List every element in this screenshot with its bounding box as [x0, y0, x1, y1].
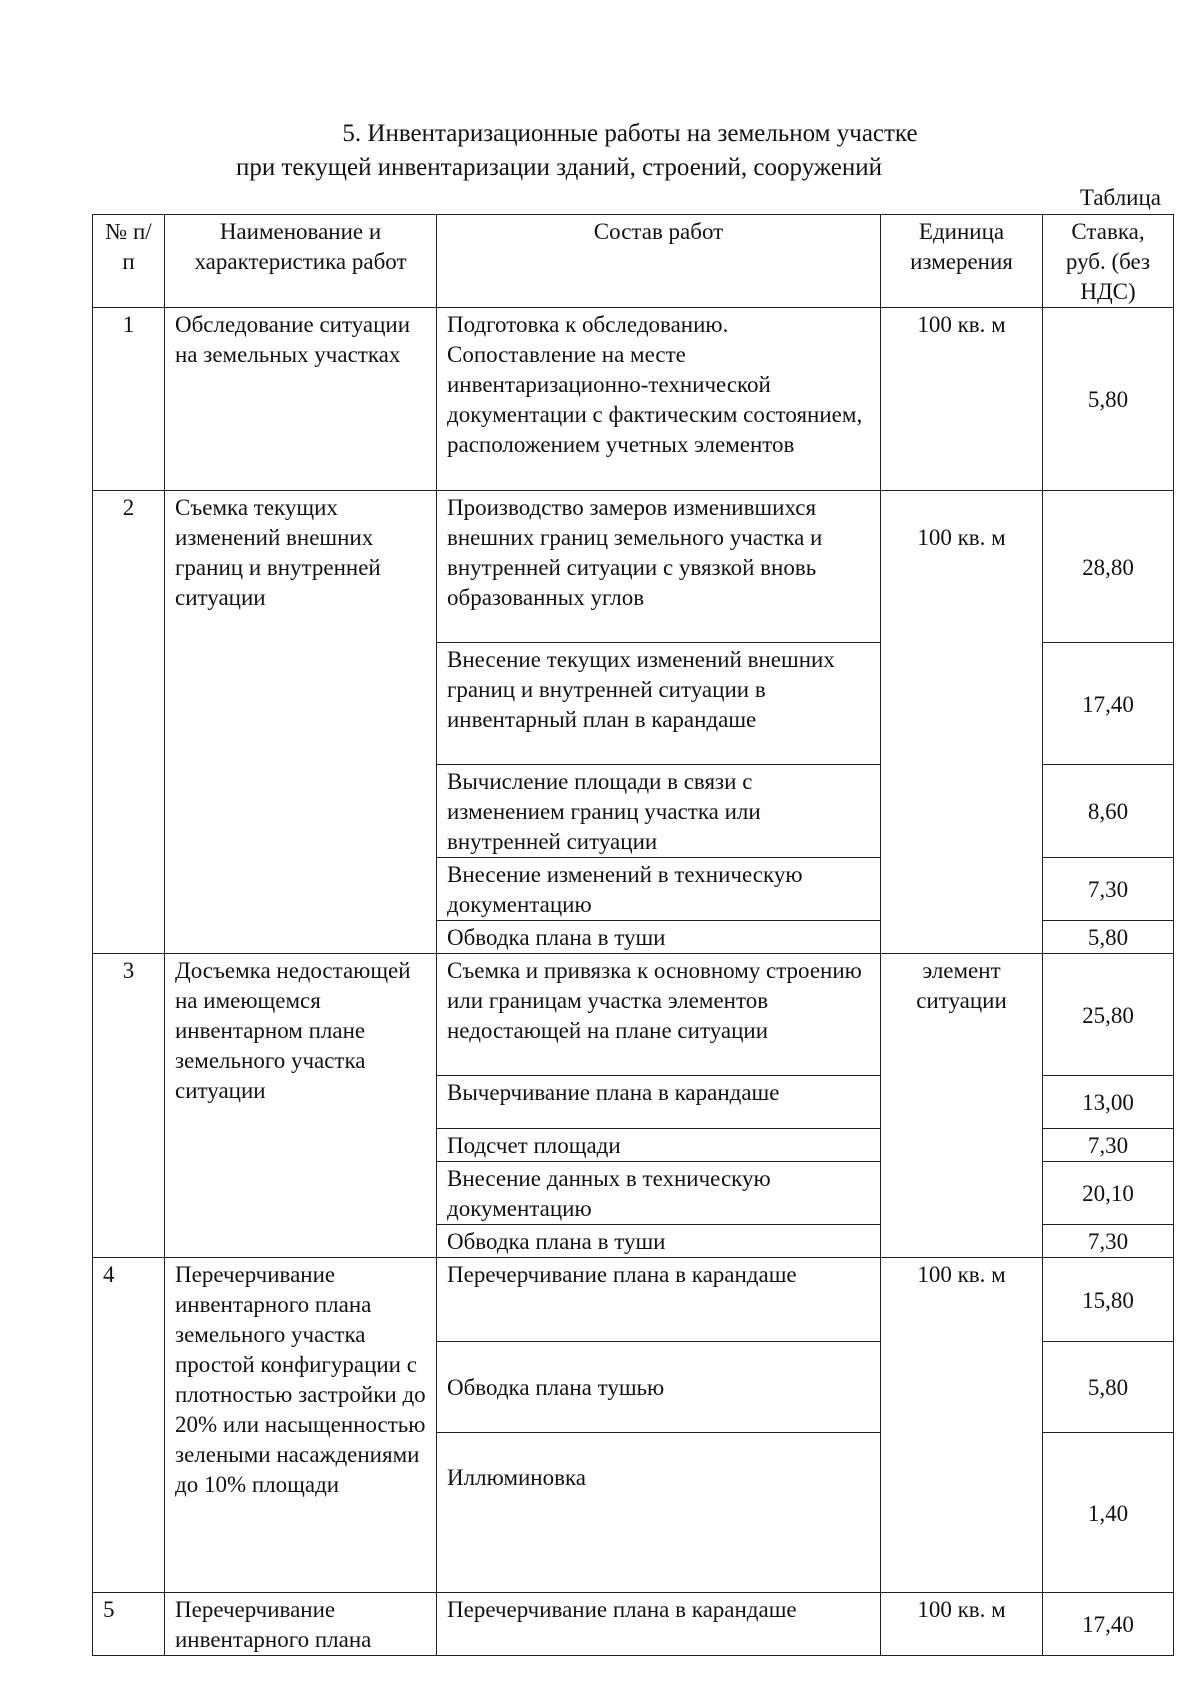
rate-cell: 7,30 — [1043, 1129, 1174, 1162]
row-number: 2 — [93, 491, 165, 954]
header-composition: Состав работ — [437, 215, 881, 308]
row-number: 5 — [93, 1593, 165, 1656]
work-composition: Перечерчивание плана в карандаше — [437, 1593, 881, 1656]
work-composition: Съемка и привязка к основному строению или границам участка элементов недостающей на плане ситуации — [437, 954, 881, 1076]
table-label: Таблица — [1079, 185, 1161, 210]
row-number: 3 — [93, 954, 165, 1258]
table-row — [93, 1593, 1174, 1656]
document-title-line-1: 5. Инвентаризационные работы на земельном участке — [342, 120, 918, 147]
table-row — [93, 1258, 1174, 1342]
work-composition: Обводка плана тушью — [437, 1342, 881, 1433]
table-row — [93, 954, 1174, 1076]
table-header-row — [93, 215, 1174, 308]
unit-cell: 100 кв. м — [881, 308, 1043, 491]
table-row — [93, 308, 1174, 491]
work-composition: Иллюминовка — [437, 1433, 881, 1593]
work-name: Обследование ситуации на земельных участках — [165, 308, 437, 491]
unit-cell: 100 кв. м — [881, 491, 1043, 954]
rate-cell: 5,80 — [1043, 308, 1174, 491]
rate-cell: 28,80 — [1043, 491, 1174, 643]
rate-cell: 13,00 — [1043, 1076, 1174, 1129]
rate-cell: 20,10 — [1043, 1162, 1174, 1225]
unit-cell: 100 кв. м — [881, 1258, 1043, 1593]
work-composition: Подготовка к обследованию. Сопоставление на месте инвентаризационно-технической документации с фактическим состоянием, расположением учетных элементов — [437, 308, 881, 491]
rate-cell: 7,30 — [1043, 858, 1174, 921]
work-name: Перечерчивание инвентарного плана — [165, 1593, 437, 1656]
unit-cell: элемент ситуации — [881, 954, 1043, 1258]
work-composition: Внесение текущих изменений внешних границ и внутренней ситуации в инвентарный план в карандаше — [437, 643, 881, 765]
row-number: 1 — [93, 308, 165, 491]
rate-cell: 15,80 — [1043, 1258, 1174, 1342]
work-composition: Вычерчивание плана в карандаше — [437, 1076, 881, 1129]
work-composition: Вычисление площади в связи с изменением границ участка или внутренней ситуации — [437, 765, 881, 858]
header-num: № п/п — [93, 215, 165, 308]
header-name: Наименование и характеристика работ — [165, 215, 437, 308]
work-composition: Подсчет площади — [437, 1129, 881, 1162]
unit-cell: 100 кв. м — [881, 1593, 1043, 1656]
document-title-line-2: при текущей инвентаризации зданий, строений, сооружений — [235, 154, 883, 181]
work-composition: Внесение данных в техническую документацию — [437, 1162, 881, 1225]
rate-cell: 17,40 — [1043, 1593, 1174, 1656]
rate-cell: 1,40 — [1043, 1433, 1174, 1593]
rate-cell: 5,80 — [1043, 921, 1174, 954]
rates-table — [92, 214, 1174, 1656]
rate-cell: 8,60 — [1043, 765, 1174, 858]
header-unit: Единица измерения — [881, 215, 1043, 308]
work-composition: Обводка плана в туши — [437, 921, 881, 954]
work-composition: Производство замеров изменившихся внешних границ земельного участка и внутренней ситуации с увязкой вновь образованных углов — [437, 491, 881, 643]
work-name: Досъемка недостающей на имеющемся инвентарном плане земельного участка ситуации — [165, 954, 437, 1258]
work-composition: Перечерчивание плана в карандаше — [437, 1258, 881, 1342]
rate-cell: 5,80 — [1043, 1342, 1174, 1433]
table-row — [93, 491, 1174, 643]
row-number: 4 — [93, 1258, 165, 1593]
work-name: Перечерчивание инвентарного плана земельного участка простой конфигурации с плотностью застройки до 20% или насыщенностью зелеными насаждениями до 10% площади — [165, 1258, 437, 1593]
rate-cell: 7,30 — [1043, 1225, 1174, 1258]
work-composition: Обводка плана в туши — [437, 1225, 881, 1258]
work-composition: Внесение изменений в техническую документацию — [437, 858, 881, 921]
work-name: Съемка текущих изменений внешних границ и внутренней ситуации — [165, 491, 437, 954]
rate-cell: 25,80 — [1043, 954, 1174, 1076]
rate-cell: 17,40 — [1043, 643, 1174, 765]
header-rate: Ставка, руб. (без НДС) — [1043, 215, 1174, 308]
